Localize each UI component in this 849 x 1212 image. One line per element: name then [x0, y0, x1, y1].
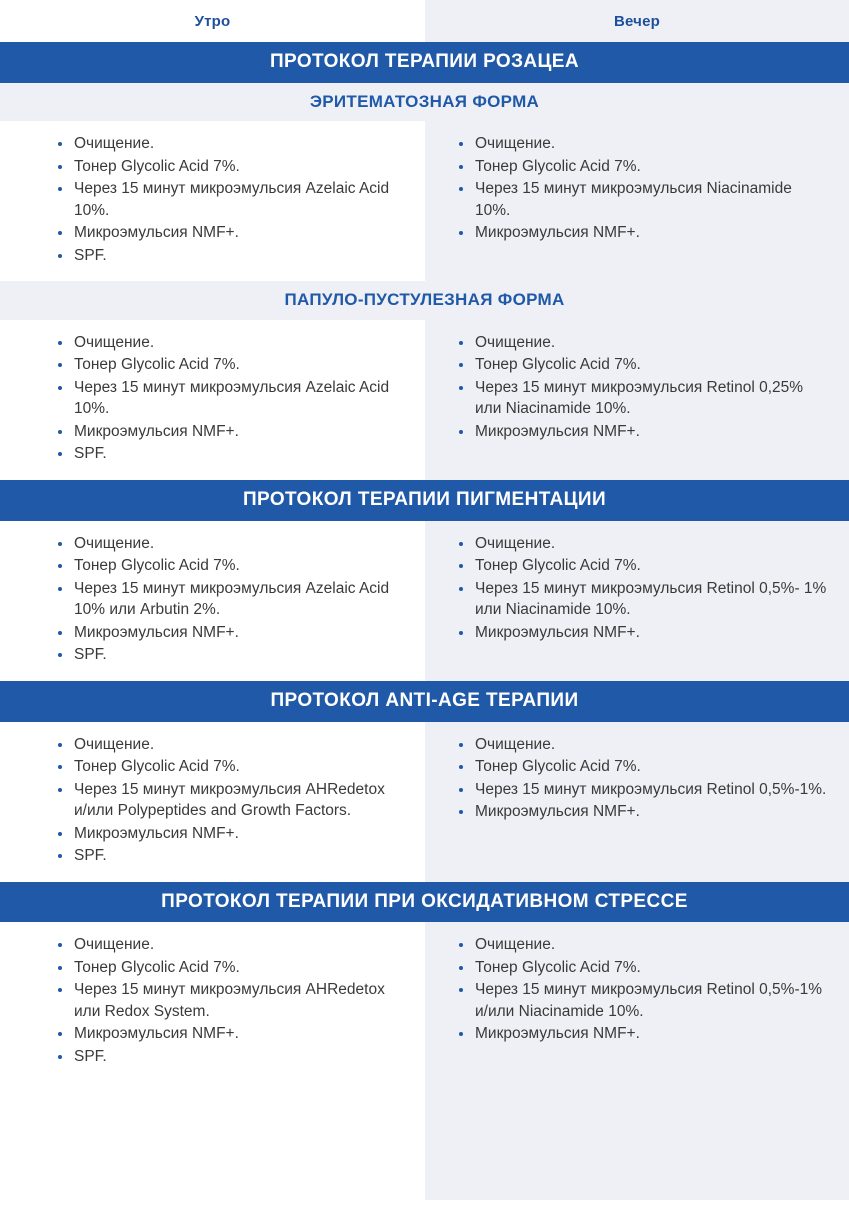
list-item: Очищение. [453, 734, 849, 756]
list-item: SPF. [52, 644, 425, 666]
step-list-evening [425, 734, 849, 823]
section-title-oxidative-stress: ПРОТОКОЛ ТЕРАПИИ ПРИ ОКСИДАТИВНОМ СТРЕССЕ [0, 882, 849, 923]
list-item: Очищение. [453, 133, 849, 155]
list-item: Микроэмульсия NMF+. [52, 1023, 425, 1045]
morning-cell [0, 922, 425, 1082]
subsection-title-papulopustular: ПАПУЛО-ПУСТУЛЕЗНАЯ ФОРМА [0, 281, 849, 320]
list-item: Через 15 минут микроэмульсия Azelaic Acid 10% или Arbutin 2%. [52, 578, 425, 621]
protocol-row-pigmentation [0, 521, 849, 681]
list-item: Через 15 минут микроэмульсия Retinol 0,5%-1%. [453, 779, 849, 801]
list-item: Тонер Glycolic Acid 7%. [453, 756, 849, 778]
step-list-morning [0, 332, 425, 465]
step-list-evening [425, 533, 849, 644]
list-item: Тонер Glycolic Acid 7%. [453, 957, 849, 979]
list-item: Очищение. [453, 332, 849, 354]
section-title-rosacea: ПРОТОКОЛ ТЕРАПИИ РОЗАЦЕА [0, 42, 849, 83]
evening-cell [425, 922, 849, 1082]
morning-cell [0, 121, 425, 281]
list-item: Микроэмульсия NMF+. [52, 622, 425, 644]
list-item: Тонер Glycolic Acid 7%. [453, 156, 849, 178]
list-item: Через 15 минут микроэмульсия Retinol 0,5%- 1% или Niacinamide 10%. [453, 578, 849, 621]
list-item: Через 15 минут микроэмульсия Retinol 0,5%-1% и/или Niacinamide 10%. [453, 979, 849, 1022]
list-item: Через 15 минут микроэмульсия Niacinamide 10%. [453, 178, 849, 221]
column-header-evening: Вечер [613, 12, 660, 30]
list-item: Микроэмульсия NMF+. [453, 421, 849, 443]
step-list-evening [425, 133, 849, 244]
list-item: Через 15 минут микроэмульсия Azelaic Acid 10%. [52, 377, 425, 420]
protocol-row-anti-age [0, 722, 849, 882]
evening-cell [425, 722, 849, 882]
list-item: SPF. [52, 443, 425, 465]
list-item: Микроэмульсия NMF+. [453, 801, 849, 823]
list-item: Микроэмульсия NMF+. [453, 1023, 849, 1045]
step-list-morning [0, 934, 425, 1067]
step-list-morning [0, 533, 425, 666]
list-item: Тонер Glycolic Acid 7%. [52, 957, 425, 979]
protocol-row-papulopustular [0, 320, 849, 480]
list-item: SPF. [52, 1046, 425, 1068]
list-item: Очищение. [453, 934, 849, 956]
morning-cell [0, 320, 425, 480]
list-item: Через 15 минут микроэмульсия Retinol 0,25% или Niacinamide 10%. [453, 377, 849, 420]
evening-cell [425, 121, 849, 281]
list-item: Микроэмульсия NMF+. [453, 222, 849, 244]
list-item: Очищение. [52, 332, 425, 354]
evening-cell [425, 521, 849, 681]
protocol-row-oxidative-stress [0, 922, 849, 1082]
list-item: Очищение. [52, 734, 425, 756]
list-item: Тонер Glycolic Acid 7%. [52, 555, 425, 577]
bottom-spacer [0, 1082, 849, 1212]
list-item: Микроэмульсия NMF+. [52, 823, 425, 845]
morning-cell [0, 722, 425, 882]
evening-cell [425, 320, 849, 480]
step-list-morning [0, 133, 425, 266]
list-item: Микроэмульсия NMF+. [52, 222, 425, 244]
list-item: Через 15 минут микроэмульсия AHRedetox или Redox System. [52, 979, 425, 1022]
list-item: Очищение. [52, 133, 425, 155]
list-item: Очищение. [453, 533, 849, 555]
step-list-morning [0, 734, 425, 867]
list-item: Тонер Glycolic Acid 7%. [453, 555, 849, 577]
list-item: Очищение. [52, 533, 425, 555]
list-item: Тонер Glycolic Acid 7%. [52, 756, 425, 778]
list-item: Через 15 минут микроэмульсия AHRedetox и/или Polypeptides and Growth Factors. [52, 779, 425, 822]
column-header-morning: Утро [194, 12, 231, 30]
protocol-row-erythematous [0, 121, 849, 281]
section-title-pigmentation: ПРОТОКОЛ ТЕРАПИИ ПИГМЕНТАЦИИ [0, 480, 849, 521]
list-item: SPF. [52, 245, 425, 267]
list-item: Микроэмульсия NMF+. [453, 622, 849, 644]
list-item: Через 15 минут микроэмульсия Azelaic Acid 10%. [52, 178, 425, 221]
list-item: Тонер Glycolic Acid 7%. [52, 156, 425, 178]
list-item: Тонер Glycolic Acid 7%. [453, 354, 849, 376]
subsection-title-erythematous: ЭРИТЕМАТОЗНАЯ ФОРМА [0, 83, 849, 122]
column-header-row [0, 0, 849, 42]
list-item: Очищение. [52, 934, 425, 956]
section-title-anti-age: ПРОТОКОЛ ANTI-AGE ТЕРАПИИ [0, 681, 849, 722]
list-item: SPF. [52, 845, 425, 867]
morning-cell [0, 521, 425, 681]
step-list-evening [425, 332, 849, 443]
list-item: Микроэмульсия NMF+. [52, 421, 425, 443]
step-list-evening [425, 934, 849, 1045]
list-item: Тонер Glycolic Acid 7%. [52, 354, 425, 376]
